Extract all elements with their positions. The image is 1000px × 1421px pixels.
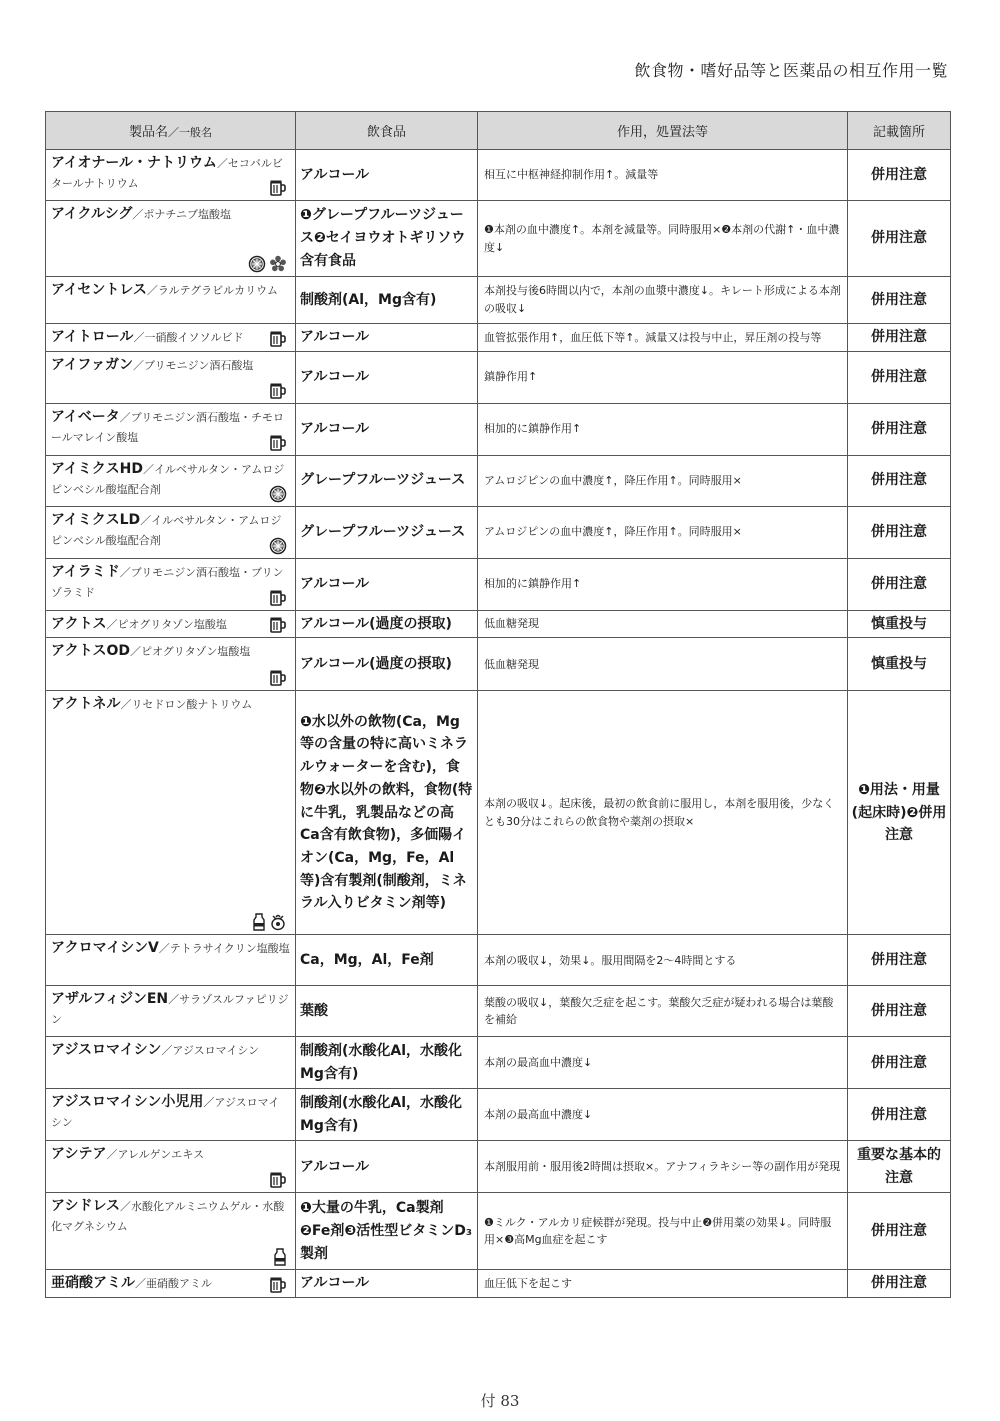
- alcohol-icon: [269, 1276, 287, 1294]
- alcohol-icon: [269, 589, 287, 607]
- location-cell: 併用注意: [848, 506, 951, 558]
- generic-name: ／亜硝酸アミル: [135, 1277, 212, 1291]
- effect-cell: 本剤の吸収↓，効果↓。服用間隔を2～4時間とする: [478, 935, 848, 986]
- table-row: [46, 1141, 951, 1193]
- alcohol-icon: [269, 382, 287, 400]
- generic-name: ／アジスロマイシン: [51, 1096, 280, 1130]
- product-cell: [46, 1193, 296, 1270]
- effect-cell: 血管拡張作用↑，血圧低下等↑。減量又は投与中止，昇圧剤の投与等: [478, 324, 848, 352]
- generic-name: ／ブリモニジン酒石酸塩・ブリンゾラミド: [51, 565, 284, 599]
- product-name: アクロマイシンV: [51, 940, 159, 957]
- product-name: アザルフィジンEN: [51, 991, 169, 1008]
- location-cell: 併用注意: [848, 351, 951, 403]
- location-cell: 併用注意: [848, 277, 951, 324]
- food-cell: 葉酸: [296, 986, 478, 1037]
- product-name: アイラミド: [51, 563, 120, 580]
- table-row: [46, 403, 951, 455]
- page-number: 付 83: [480, 1392, 520, 1410]
- generic-name: ／ピオグリタゾン塩酸塩: [129, 645, 251, 659]
- product-cell: [46, 1037, 296, 1089]
- generic-name: ／アレルゲンエキス: [106, 1148, 205, 1162]
- product-cell: [46, 638, 296, 691]
- location-cell: 併用注意: [848, 935, 951, 986]
- location-cell: 併用注意: [848, 455, 951, 506]
- product-cell: [46, 935, 296, 986]
- alcohol-icon: [269, 1171, 287, 1189]
- location-cell: 併用注意: [848, 324, 951, 352]
- column-header-food: 飲食品: [296, 112, 478, 150]
- location-cell: 慎重投与: [848, 638, 951, 691]
- table-row: [46, 324, 951, 352]
- generic-name: ／サラゾスルファピリジン: [51, 993, 289, 1027]
- column-header-product-sub: ／一般名: [168, 126, 212, 139]
- generic-name: ／一硝酸イソソルビド: [133, 331, 244, 344]
- effect-cell: 鎮静作用↑: [478, 351, 848, 403]
- generic-name: ／セコバルビタールナトリウム: [51, 157, 283, 190]
- interaction-icons: [269, 1276, 287, 1294]
- table-row: [46, 935, 951, 986]
- product-name: アクトス: [51, 615, 107, 632]
- food-cell: グレープフルーツジュース: [296, 455, 478, 506]
- food-cell: アルコール: [296, 351, 478, 403]
- food-cell: アルコール(過度の摂取): [296, 638, 478, 691]
- alcohol-icon: [269, 434, 287, 452]
- food-cell: アルコール: [296, 1270, 478, 1298]
- effect-cell: 相加的に鎮静作用↑: [478, 403, 848, 455]
- alcohol-icon: [269, 330, 287, 348]
- food-cell: アルコール: [296, 403, 478, 455]
- generic-name: ／水酸化アルミニウムゲル・水酸化マグネシウム: [51, 1200, 285, 1234]
- product-name: アイファガン: [51, 356, 134, 373]
- product-cell: [46, 610, 296, 638]
- food-cell: 制酸剤(Al，Mg含有): [296, 277, 478, 324]
- product-name: 亜硝酸アミル: [51, 1275, 135, 1292]
- interaction-icons: [269, 1171, 287, 1189]
- product-name: アイミクスLD: [51, 511, 141, 528]
- effect-cell: 低血糖発現: [478, 610, 848, 638]
- column-header-product: [46, 112, 296, 150]
- generic-name: ／ブリモニジン酒石酸塩: [133, 358, 254, 372]
- effect-cell: 本剤服用前・服用後2時間は摂取×。アナフィラキシー等の副作用が発現: [478, 1141, 848, 1193]
- interaction-icons: [269, 589, 287, 607]
- table-row: [46, 1089, 951, 1141]
- location-cell: 併用注意: [848, 1089, 951, 1141]
- food-cell: アルコール: [296, 558, 478, 610]
- location-cell: 併用注意: [848, 986, 951, 1037]
- product-cell: [46, 1089, 296, 1141]
- product-name: アイトロール: [51, 329, 134, 345]
- location-cell: ❶用法・用量(起床時)❷併用注意: [848, 691, 951, 935]
- interaction-icons: [248, 255, 287, 273]
- product-cell: [46, 986, 296, 1037]
- product-name: アイミクスHD: [51, 460, 143, 477]
- product-name: アイオナール・ナトリウム: [51, 155, 217, 171]
- interaction-icons: [269, 434, 287, 452]
- table-row: [46, 638, 951, 691]
- food-cell: グレープフルーツジュース: [296, 506, 478, 558]
- effect-cell: アムロジピンの血中濃度↑，降圧作用↑。同時服用×: [478, 455, 848, 506]
- location-cell: 重要な基本的注意: [848, 1141, 951, 1193]
- food-cell: アルコール: [296, 1141, 478, 1193]
- generic-name: ／テトラサイクリン塩酸塩: [158, 942, 290, 956]
- product-cell: [46, 201, 296, 277]
- table-row: [46, 691, 951, 935]
- product-name: アシドレス: [51, 1198, 121, 1215]
- generic-name: ／イルベサルタン・アムロジピンベシル酸塩配合剤: [51, 462, 285, 496]
- generic-name: ／ポナチニブ塩酸塩: [132, 208, 231, 221]
- interaction-icons: [269, 382, 287, 400]
- effect-cell: ❶本剤の血中濃度↑。本剤を減量等。同時服用×❷本剤の代謝↑・血中濃度↓: [478, 201, 848, 277]
- food-cell: アルコール: [296, 324, 478, 352]
- effect-cell: アムロジピンの血中濃度↑，降圧作用↑。同時服用×: [478, 506, 848, 558]
- effect-cell: 本剤の最高血中濃度↓: [478, 1037, 848, 1089]
- generic-name: ／ラルテグラビルカリウム: [146, 284, 279, 297]
- interaction-icons: [269, 330, 287, 348]
- product-cell: [46, 403, 296, 455]
- table-header-row: [46, 112, 951, 150]
- product-cell: [46, 277, 296, 324]
- food-cell: 制酸剤(水酸化Al，水酸化Mg含有): [296, 1037, 478, 1089]
- column-header-effect: 作用，処置法等: [478, 112, 848, 150]
- effect-cell: 本剤投与後6時間以内で，本剤の血漿中濃度↓。キレート形成による本剤の吸収↓: [478, 277, 848, 324]
- table-row: [46, 506, 951, 558]
- milk-icon: [273, 1248, 287, 1266]
- effect-cell: 本剤の最高血中濃度↓: [478, 1089, 848, 1141]
- food-cell: ❶グレープフルーツジュース❷セイヨウオトギリソウ含有食品: [296, 201, 478, 277]
- interaction-table: [45, 111, 951, 1298]
- product-name: アジスロマイシン: [51, 1042, 162, 1059]
- milk-icon: [252, 913, 266, 931]
- generic-name: ／イルベサルタン・アムロジピンベシル酸塩配合剤: [51, 513, 282, 547]
- product-name: アジスロマイシン小児用: [51, 1094, 204, 1111]
- interaction-icons: [252, 913, 287, 931]
- table-row: [46, 558, 951, 610]
- product-name: アシテア: [51, 1146, 107, 1163]
- product-cell: [46, 351, 296, 403]
- grapefruit-icon: [269, 485, 287, 503]
- table-row: [46, 986, 951, 1037]
- grapefruit-icon: [248, 255, 266, 273]
- effect-cell: 相互に中枢神経抑制作用↑。減量等: [478, 150, 848, 201]
- food-icon: [269, 913, 287, 931]
- alcohol-icon: [269, 179, 287, 197]
- effect-cell: 本剤の吸収↓。起床後，最初の飲食前に服用し，本剤を服用後，少なくとも30分はこれらの飲食物や薬剤の摂取×: [478, 691, 848, 935]
- product-name: アクトネル: [51, 696, 121, 713]
- table-row: [46, 1270, 951, 1298]
- alcohol-icon: [269, 616, 287, 634]
- interaction-icons: [269, 616, 287, 634]
- food-cell: Ca，Mg，Al，Fe剤: [296, 935, 478, 986]
- location-cell: 併用注意: [848, 1270, 951, 1298]
- generic-name: ／アジスロマイシン: [161, 1044, 260, 1058]
- page-header-title: 飲食物・嗜好品等と医薬品の相互作用一覧: [634, 61, 948, 80]
- product-name: アクトスOD: [51, 643, 130, 660]
- interaction-icons: [273, 1248, 287, 1266]
- location-cell: 併用注意: [848, 403, 951, 455]
- table-row: [46, 150, 951, 201]
- table-row: [46, 351, 951, 403]
- product-cell: [46, 558, 296, 610]
- location-cell: 併用注意: [848, 201, 951, 277]
- location-cell: 併用注意: [848, 1193, 951, 1270]
- product-cell: [46, 506, 296, 558]
- grapefruit-icon: [269, 537, 287, 555]
- alcohol-icon: [269, 669, 287, 687]
- table-row: [46, 1037, 951, 1089]
- table-row: [46, 201, 951, 277]
- food-cell: アルコール: [296, 150, 478, 201]
- product-cell: [46, 324, 296, 352]
- generic-name: ／ピオグリタゾン塩酸塩: [106, 617, 227, 631]
- product-name: アイセントレス: [51, 282, 147, 298]
- food-cell: ❶大量の牛乳，Ca製剤❷Fe剤❸活性型ビタミンD₃製剤: [296, 1193, 478, 1270]
- interaction-icons: [269, 669, 287, 687]
- generic-name: ／リセドロン酸ナトリウム: [120, 698, 253, 712]
- interaction-icons: [269, 537, 287, 555]
- column-header-location: 記載箇所: [848, 112, 951, 150]
- location-cell: 併用注意: [848, 1037, 951, 1089]
- location-cell: 併用注意: [848, 150, 951, 201]
- location-cell: 慎重投与: [848, 610, 951, 638]
- table-row: [46, 277, 951, 324]
- effect-cell: 葉酸の吸収↓，葉酸欠乏症を起こす。葉酸欠乏症が疑われる場合は葉酸を補給: [478, 986, 848, 1037]
- product-cell: [46, 691, 296, 935]
- product-cell: [46, 1270, 296, 1298]
- interaction-icons: [269, 179, 287, 197]
- effect-cell: ❶ミルク・アルカリ症候群が発現。投与中止❷併用薬の効果↓。同時服用×❸高Mg血症を起こす: [478, 1193, 848, 1270]
- effect-cell: 血圧低下を起こす: [478, 1270, 848, 1298]
- interaction-table-container: [45, 111, 950, 1298]
- effect-cell: 相加的に鎮静作用↑: [478, 558, 848, 610]
- column-header-product-label: 製品名: [128, 125, 168, 140]
- table-row: [46, 455, 951, 506]
- product-name: アイベータ: [51, 408, 120, 425]
- food-cell: アルコール(過度の摂取): [296, 610, 478, 638]
- interaction-icons: [269, 485, 287, 503]
- product-cell: [46, 1141, 296, 1193]
- table-row: [46, 610, 951, 638]
- product-cell: [46, 455, 296, 506]
- effect-cell: 低血糖発現: [478, 638, 848, 691]
- food-cell: ❶水以外の飲物(Ca，Mg等の含量の特に高いミネラルウォーターを含む)，食物❷水以外の飲料，食物(特に牛乳，乳製品などの高Ca含有飲食物)，多価陽イオン(Ca，Mg，Fe，Al等)含有製剤(制酸剤，ミネラル入りビタミン剤等): [296, 691, 478, 935]
- food-cell: 制酸剤(水酸化Al，水酸化Mg含有): [296, 1089, 478, 1141]
- product-cell: [46, 150, 296, 201]
- generic-name: ／ブリモニジン酒石酸塩・チモロールマレイン酸塩: [51, 410, 285, 444]
- product-name: アイクルシグ: [51, 206, 133, 222]
- location-cell: 併用注意: [848, 558, 951, 610]
- st-johns-wort-icon: [269, 255, 287, 273]
- table-row: [46, 1193, 951, 1270]
